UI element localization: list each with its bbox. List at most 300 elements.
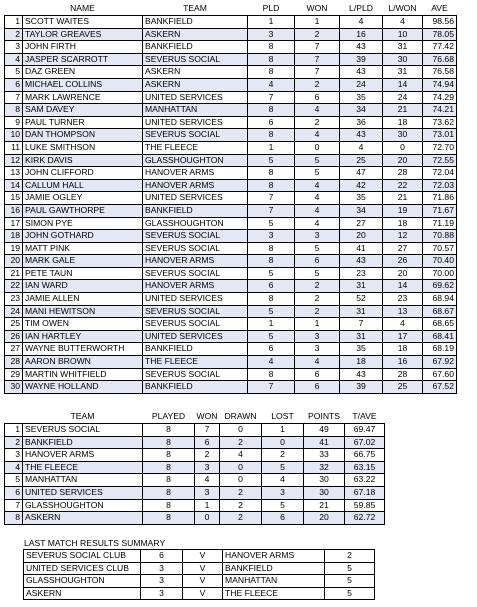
team-name-cell: UNITED SERVICES: [23, 486, 143, 499]
ave-cell: 73.01: [423, 129, 457, 142]
pld-cell: 1: [248, 318, 295, 331]
team-name-cell: THE FLEECE: [23, 461, 143, 474]
pld-cell: 8: [248, 242, 295, 255]
table-row: [5, 280, 457, 293]
won-cell: 4: [295, 204, 340, 217]
table-row: [5, 242, 457, 255]
header-points: POINTS: [308, 410, 341, 421]
player-name-cell: KIRK DAVIS: [23, 154, 143, 167]
rank-cell: 1: [5, 16, 23, 29]
pld-cell: 8: [248, 255, 295, 268]
l-pld-cell: 23: [340, 267, 383, 280]
table-row: [5, 141, 457, 154]
ave-cell: 68.41: [423, 330, 457, 343]
player-name-cell: JAMIE OGLEY: [23, 192, 143, 205]
table-row: [5, 154, 457, 167]
player-name-cell: MATT PINK: [23, 242, 143, 255]
team-cell: ASKERN: [143, 66, 248, 79]
won-cell: 5: [295, 167, 340, 180]
l-won-cell: 19: [383, 204, 423, 217]
player-name-cell: JASPER SCARROTT: [23, 53, 143, 66]
pld-cell: 4: [248, 78, 295, 91]
rank-cell: 18: [5, 230, 23, 243]
pld-cell: 8: [248, 129, 295, 142]
player-name-cell: SCOTT WAITES: [23, 16, 143, 29]
team-cell: GLASSHOUGHTON: [143, 154, 248, 167]
rank-cell: 25: [5, 318, 23, 331]
l-won-cell: 14: [383, 78, 423, 91]
header-lost: LOST: [271, 410, 294, 421]
lost-cell: 4: [262, 474, 304, 487]
l-pld-cell: 4: [340, 16, 383, 29]
player-averages-table: [4, 3, 457, 394]
pld-cell: 8: [248, 179, 295, 192]
table-row: [5, 53, 457, 66]
pld-cell: 7: [248, 91, 295, 104]
pld-cell: 8: [248, 41, 295, 54]
team-cell: SEVERUS SOCIAL: [143, 267, 248, 280]
ave-cell: 72.04: [423, 167, 457, 180]
ave-cell: 70.00: [423, 267, 457, 280]
player-name-cell: LUKE SMITHSON: [23, 141, 143, 154]
l-pld-cell: 7: [340, 318, 383, 331]
pld-cell: 6: [248, 116, 295, 129]
header-won: WON: [306, 3, 328, 14]
table-row: [5, 461, 385, 474]
team-cell: BANKFIELD: [143, 16, 248, 29]
played-cell: 8: [143, 424, 195, 437]
l-pld-cell: 43: [340, 66, 383, 79]
rank-cell: 3: [5, 449, 23, 462]
table-row: [5, 104, 457, 117]
team-cell: SEVERUS SOCIAL: [143, 53, 248, 66]
player-table-header: [5, 3, 457, 16]
won-cell: 4: [295, 356, 340, 369]
points-cell: 49: [304, 424, 345, 437]
l-won-cell: 4: [383, 318, 423, 331]
rank-cell: 9: [5, 116, 23, 129]
l-won-cell: 0: [383, 141, 423, 154]
table-row: [5, 66, 457, 79]
ave-cell: 98.56: [423, 16, 457, 29]
l-won-cell: 23: [383, 293, 423, 306]
l-won-cell: 28: [383, 368, 423, 381]
l-won-cell: 30: [383, 129, 423, 142]
pld-cell: 3: [248, 230, 295, 243]
table-row: [5, 381, 457, 394]
rank-cell: 30: [5, 381, 23, 394]
team-cell: UNITED SERVICES: [143, 192, 248, 205]
played-cell: 8: [143, 499, 195, 512]
table-row: [5, 267, 457, 280]
t-ave-cell: 67.18: [345, 486, 385, 499]
l-won-cell: 12: [383, 230, 423, 243]
t-ave-cell: 67.02: [345, 436, 385, 449]
won-cell: 5: [295, 267, 340, 280]
pld-cell: 7: [248, 204, 295, 217]
player-name-cell: JAMIE ALLEN: [23, 293, 143, 306]
table-row: [5, 116, 457, 129]
player-name-cell: MANI HEWITSON: [23, 305, 143, 318]
l-pld-cell: 34: [340, 104, 383, 117]
won-cell: 7: [295, 41, 340, 54]
team-cell: BANKFIELD: [143, 381, 248, 394]
pld-cell: 7: [248, 381, 295, 394]
player-name-cell: MARK LAWRENCE: [23, 91, 143, 104]
player-name-cell: TIM OWEN: [23, 318, 143, 331]
pld-cell: 6: [248, 280, 295, 293]
player-name-cell: MARTIN WHITFIELD: [23, 368, 143, 381]
drawn-cell: 0: [220, 461, 262, 474]
team-cell: SEVERUS SOCIAL: [143, 242, 248, 255]
l-pld-cell: 34: [340, 204, 383, 217]
away-score-cell: 2: [325, 550, 375, 563]
results-summary-table: [23, 549, 375, 600]
rank-cell: 23: [5, 293, 23, 306]
ave-cell: 74.94: [423, 78, 457, 91]
lost-cell: 2: [262, 449, 304, 462]
won-cell: 0: [195, 512, 220, 525]
points-cell: 30: [304, 474, 345, 487]
home-score-cell: 3: [141, 587, 183, 600]
pld-cell: 8: [248, 104, 295, 117]
home-score-cell: 6: [141, 550, 183, 563]
l-pld-cell: 47: [340, 167, 383, 180]
table-row: [5, 436, 385, 449]
ave-cell: 70.40: [423, 255, 457, 268]
l-won-cell: 31: [383, 41, 423, 54]
team-cell: SEVERUS SOCIAL: [143, 318, 248, 331]
won-cell: 1: [295, 318, 340, 331]
ave-cell: 73.62: [423, 116, 457, 129]
versus-cell: V: [183, 587, 223, 600]
table-row: [5, 368, 457, 381]
drawn-cell: 2: [220, 512, 262, 525]
l-won-cell: 27: [383, 242, 423, 255]
team-name-cell: BANKFIELD: [23, 436, 143, 449]
l-won-cell: 4: [383, 16, 423, 29]
pld-cell: 5: [248, 267, 295, 280]
ave-cell: 72.55: [423, 154, 457, 167]
rank-cell: 13: [5, 167, 23, 180]
header-team: TEAM: [70, 410, 95, 421]
ave-cell: 68.67: [423, 305, 457, 318]
l-pld-cell: 43: [340, 129, 383, 142]
rank-cell: 22: [5, 280, 23, 293]
header-won: WON: [196, 410, 218, 421]
l-won-cell: 13: [383, 305, 423, 318]
table-row: [24, 550, 375, 563]
team-cell: BANKFIELD: [143, 41, 248, 54]
player-name-cell: PETE TAUN: [23, 267, 143, 280]
l-won-cell: 30: [383, 53, 423, 66]
team-name-cell: GLASSHOUGHTON: [23, 499, 143, 512]
away-team-cell: BANKFIELD: [223, 562, 325, 575]
l-won-cell: 28: [383, 167, 423, 180]
team-cell: THE FLEECE: [143, 356, 248, 369]
lost-cell: 1: [262, 424, 304, 437]
table-row: [5, 179, 457, 192]
rank-cell: 20: [5, 255, 23, 268]
player-name-cell: CALLUM HALL: [23, 179, 143, 192]
drawn-cell: 2: [220, 499, 262, 512]
ave-cell: 70.88: [423, 230, 457, 243]
table-row: [5, 255, 457, 268]
table-row: [5, 192, 457, 205]
won-cell: 3: [195, 486, 220, 499]
versus-cell: V: [183, 550, 223, 563]
l-pld-cell: 43: [340, 368, 383, 381]
team-cell: SEVERUS SOCIAL: [143, 230, 248, 243]
rank-cell: 3: [5, 41, 23, 54]
table-row: [5, 449, 385, 462]
ave-cell: 74.21: [423, 104, 457, 117]
won-cell: 4: [295, 217, 340, 230]
header-ave: AVE: [431, 3, 448, 14]
player-name-cell: SAM DAVEY: [23, 104, 143, 117]
player-name-cell: SIMON PYE: [23, 217, 143, 230]
ave-cell: 71.86: [423, 192, 457, 205]
l-won-cell: 21: [383, 192, 423, 205]
l-pld-cell: 39: [340, 53, 383, 66]
won-cell: 6: [295, 91, 340, 104]
rank-cell: 16: [5, 204, 23, 217]
table-row: [5, 129, 457, 142]
away-team-cell: HANOVER ARMS: [223, 550, 325, 563]
table-row: [5, 424, 385, 437]
t-ave-cell: 69.47: [345, 424, 385, 437]
ave-cell: 67.52: [423, 381, 457, 394]
ave-cell: 67.60: [423, 368, 457, 381]
rank-cell: 4: [5, 53, 23, 66]
player-name-cell: IAN WARD: [23, 280, 143, 293]
team-name-cell: SEVERUS SOCIAL: [23, 424, 143, 437]
won-cell: 1: [195, 499, 220, 512]
l-pld-cell: 4: [340, 141, 383, 154]
won-cell: 5: [295, 242, 340, 255]
table-row: [24, 562, 375, 575]
rank-cell: 2: [5, 28, 23, 41]
ave-cell: 76.68: [423, 53, 457, 66]
lost-cell: 3: [262, 486, 304, 499]
rank-cell: 19: [5, 242, 23, 255]
t-ave-cell: 63.15: [345, 461, 385, 474]
team-name-cell: MANHATTAN: [23, 474, 143, 487]
away-score-cell: 5: [325, 562, 375, 575]
ave-cell: 68.94: [423, 293, 457, 306]
home-score-cell: 3: [141, 562, 183, 575]
rank-cell: 4: [5, 461, 23, 474]
table-row: [5, 499, 385, 512]
rank-cell: 6: [5, 486, 23, 499]
l-won-cell: 25: [383, 381, 423, 394]
drawn-cell: 2: [220, 436, 262, 449]
l-won-cell: 18: [383, 116, 423, 129]
t-ave-cell: 59.85: [345, 499, 385, 512]
player-name-cell: DAN THOMPSON: [23, 129, 143, 142]
ave-cell: 74.29: [423, 91, 457, 104]
away-score-cell: 5: [325, 587, 375, 600]
l-pld-cell: 31: [340, 330, 383, 343]
ave-cell: 72.03: [423, 179, 457, 192]
won-cell: 3: [295, 330, 340, 343]
t-ave-cell: 66.75: [345, 449, 385, 462]
won-cell: 6: [295, 255, 340, 268]
l-won-cell: 18: [383, 343, 423, 356]
header-played: PLAYED: [151, 410, 186, 421]
team-cell: SEVERUS SOCIAL: [143, 129, 248, 142]
l-pld-cell: 31: [340, 280, 383, 293]
won-cell: 2: [295, 116, 340, 129]
player-name-cell: TAYLOR GREAVES: [23, 28, 143, 41]
l-pld-cell: 42: [340, 179, 383, 192]
lost-cell: 0: [262, 436, 304, 449]
won-cell: 3: [295, 230, 340, 243]
l-pld-cell: 43: [340, 255, 383, 268]
player-name-cell: MICHAEL COLLINS: [23, 78, 143, 91]
pld-cell: 8: [248, 53, 295, 66]
played-cell: 8: [143, 436, 195, 449]
rank-cell: 8: [5, 512, 23, 525]
versus-cell: V: [183, 562, 223, 575]
team-cell: ASKERN: [143, 78, 248, 91]
won-cell: 1: [295, 16, 340, 29]
team-cell: ASKERN: [143, 28, 248, 41]
l-won-cell: 10: [383, 28, 423, 41]
l-won-cell: 14: [383, 280, 423, 293]
won-cell: 4: [295, 104, 340, 117]
played-cell: 8: [143, 512, 195, 525]
won-cell: 2: [195, 449, 220, 462]
won-cell: 7: [295, 53, 340, 66]
home-team-cell: SEVERUS SOCIAL CLUB: [24, 550, 141, 563]
points-cell: 41: [304, 436, 345, 449]
l-won-cell: 16: [383, 356, 423, 369]
won-cell: 3: [195, 461, 220, 474]
pld-cell: 8: [248, 167, 295, 180]
t-ave-cell: 63.22: [345, 474, 385, 487]
l-won-cell: 22: [383, 179, 423, 192]
points-cell: 20: [304, 512, 345, 525]
drawn-cell: 0: [220, 474, 262, 487]
rank-cell: 10: [5, 129, 23, 142]
rank-cell: 8: [5, 104, 23, 117]
rank-cell: 28: [5, 356, 23, 369]
l-pld-cell: 35: [340, 192, 383, 205]
l-pld-cell: 16: [340, 28, 383, 41]
l-pld-cell: 43: [340, 41, 383, 54]
l-pld-cell: 27: [340, 217, 383, 230]
t-ave-cell: 62.72: [345, 512, 385, 525]
team-cell: BANKFIELD: [143, 343, 248, 356]
l-pld-cell: 39: [340, 381, 383, 394]
header-l-won: L/WON: [388, 3, 417, 14]
rank-cell: 12: [5, 154, 23, 167]
player-name-cell: DAZ GREEN: [23, 66, 143, 79]
rank-cell: 14: [5, 179, 23, 192]
drawn-cell: 0: [220, 424, 262, 437]
table-row: [5, 217, 457, 230]
rank-cell: 5: [5, 474, 23, 487]
won-cell: 6: [295, 368, 340, 381]
lost-cell: 6: [262, 512, 304, 525]
l-won-cell: 18: [383, 217, 423, 230]
table-row: [5, 293, 457, 306]
ave-cell: 76.58: [423, 66, 457, 79]
l-won-cell: 20: [383, 267, 423, 280]
l-won-cell: 17: [383, 330, 423, 343]
pld-cell: 8: [248, 293, 295, 306]
header-team: TEAM: [183, 3, 207, 14]
header-l-pld: L/PLD: [349, 3, 373, 14]
ave-cell: 67.92: [423, 356, 457, 369]
won-cell: 6: [195, 436, 220, 449]
ave-cell: 68.65: [423, 318, 457, 331]
team-cell: MANHATTAN: [143, 104, 248, 117]
header-drawn: DRAWN: [224, 410, 257, 421]
results-summary-title: LAST MATCH RESULTS SUMMARY: [24, 538, 166, 548]
l-won-cell: 31: [383, 66, 423, 79]
table-row: [5, 41, 457, 54]
team-cell: THE FLEECE: [143, 141, 248, 154]
player-name-cell: PAUL GAWTHORPE: [23, 204, 143, 217]
player-name-cell: JOHN CLIFFORD: [23, 167, 143, 180]
team-cell: HANOVER ARMS: [143, 280, 248, 293]
player-name-cell: WAYNE BUTTERWORTH: [23, 343, 143, 356]
team-standings-table: [4, 410, 385, 525]
ave-cell: 71.67: [423, 204, 457, 217]
ave-cell: 78.05: [423, 28, 457, 41]
team-cell: BANKFIELD: [143, 204, 248, 217]
team-cell: GLASSHOUGHTON: [143, 217, 248, 230]
won-cell: 4: [195, 474, 220, 487]
rank-cell: 5: [5, 66, 23, 79]
pld-cell: 1: [248, 16, 295, 29]
pld-cell: 7: [248, 192, 295, 205]
pld-cell: 3: [248, 28, 295, 41]
rank-cell: 7: [5, 91, 23, 104]
table-row: [5, 343, 457, 356]
pld-cell: 5: [248, 217, 295, 230]
player-name-cell: MARK GALE: [23, 255, 143, 268]
rank-cell: 17: [5, 217, 23, 230]
team-cell: UNITED SERVICES: [143, 116, 248, 129]
away-team-cell: THE FLEECE: [223, 587, 325, 600]
won-cell: 5: [295, 154, 340, 167]
pld-cell: 1: [248, 141, 295, 154]
table-row: [5, 474, 385, 487]
versus-cell: V: [183, 575, 223, 588]
home-team-cell: UNITED SERVICES CLUB: [24, 562, 141, 575]
played-cell: 8: [143, 449, 195, 462]
l-won-cell: 21: [383, 104, 423, 117]
pld-cell: 8: [248, 368, 295, 381]
won-cell: 4: [295, 179, 340, 192]
lost-cell: 5: [262, 499, 304, 512]
pld-cell: 5: [248, 154, 295, 167]
home-team-cell: GLASSHOUGHTON: [24, 575, 141, 588]
l-won-cell: 24: [383, 91, 423, 104]
team-cell: HANOVER ARMS: [143, 255, 248, 268]
won-cell: 2: [295, 293, 340, 306]
points-cell: 33: [304, 449, 345, 462]
drawn-cell: 4: [220, 449, 262, 462]
home-team-cell: ASKERN: [24, 587, 141, 600]
rank-cell: 21: [5, 267, 23, 280]
won-cell: 2: [295, 78, 340, 91]
away-team-cell: MANHATTAN: [223, 575, 325, 588]
table-row: [5, 512, 385, 525]
